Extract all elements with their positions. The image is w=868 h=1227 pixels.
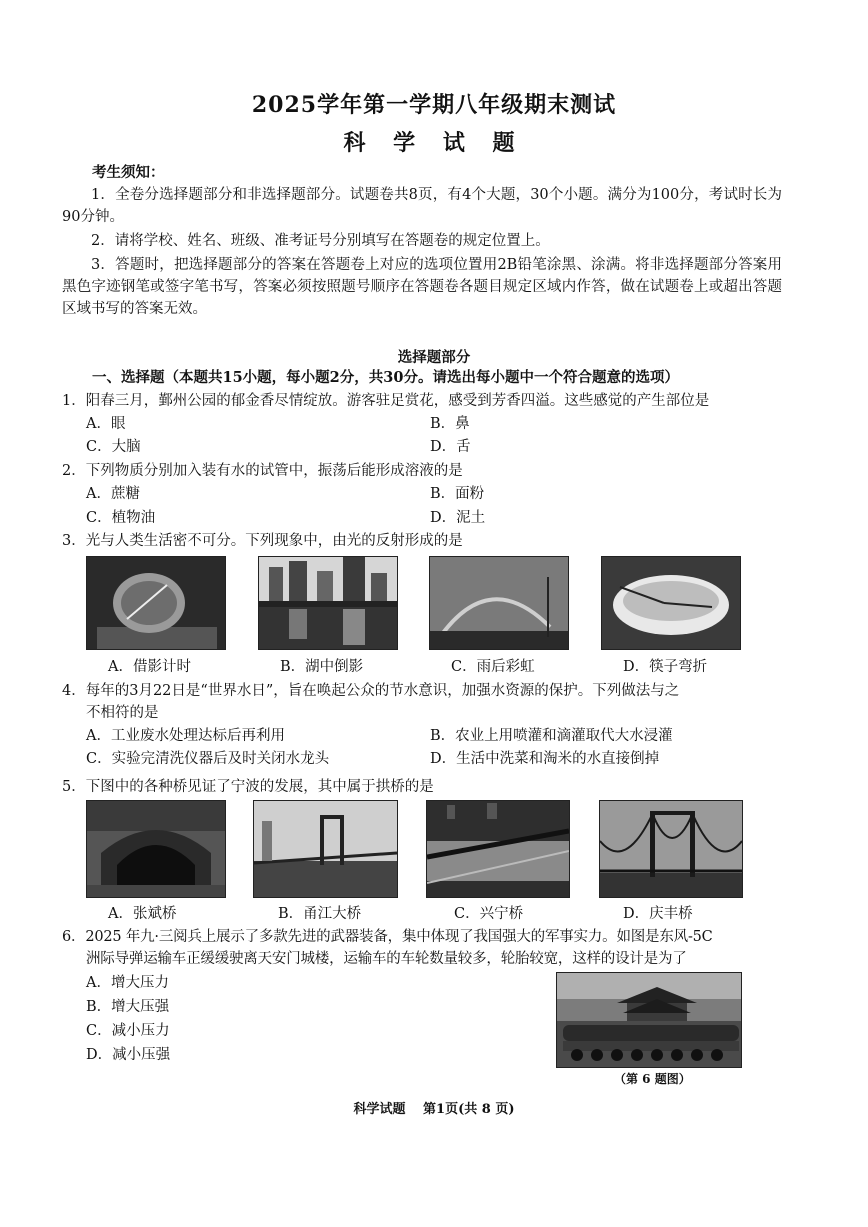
question-5-option-a: A．张斌桥: [108, 906, 177, 922]
question-6-option-a: A．增大压力: [86, 975, 169, 991]
question-3-option-c: C．雨后彩虹: [451, 659, 535, 675]
question-1-option-a: A．眼: [86, 416, 126, 432]
notice-item-2: 2．请将学校、姓名、班级、准考证号分别填写在答题卷的规定位置上。: [91, 233, 550, 249]
exam-subtitle: 科 学 试 题: [343, 130, 525, 156]
rainbow-image: [430, 557, 568, 649]
bent-chopsticks-image: [602, 557, 740, 649]
yongjiang-bridge-photo: [253, 800, 398, 898]
question-3-option-a: A．借影计时: [108, 659, 191, 675]
question-1-stem: 1．阳春三月，鄞州公园的郁金香尽情绽放。游客驻足赏花，感受到芳香四溢。这些感觉的产生部位是: [62, 393, 710, 409]
question-6-option-d: D．减小压强: [86, 1047, 171, 1063]
section-title: 选择题部分: [397, 349, 471, 366]
notice-item-3: 3．答题时，把选择题部分的答案在答题卷上对应的选项位置用2B铅笔涂黑、涂满。将非选择题部分答案用黑色字迹钢笔或签字笔书写，答案必须按照题号顺序在答题卷各题目规定区域内作答，做在试题卷上或超出答题区域书写的答案无效。: [62, 257, 782, 317]
lake-reflection-image: [259, 557, 397, 649]
yongjiang-bridge-image: [254, 801, 397, 897]
lake-reflection-photo: [258, 556, 398, 650]
question-6-option-b: B．增大压强: [86, 999, 170, 1015]
xingning-bridge-image: [427, 801, 569, 897]
question-1-option-b: B．鼻: [430, 416, 470, 432]
question-4-option-a: A．工业废水处理达标后再利用: [86, 728, 285, 744]
question-6-stem-line1: 6．2025 年九·三阅兵上展示了多款先进的武器装备，集中体现了我国强大的军事实力。如图是东风-5C: [62, 929, 713, 945]
arch-bridge-image: [87, 801, 225, 897]
notice-heading: 考生须知：: [92, 164, 165, 181]
question-3-stem: 3．光与人类生活密不可分。下列现象中，由光的反射形成的是: [62, 533, 463, 549]
bent-chopsticks-photo: [601, 556, 741, 650]
question-2-option-d: D．泥土: [430, 510, 486, 526]
tiananmen-missile-photo: [556, 972, 742, 1068]
question-4-stem-line2: 不相符的是: [86, 705, 159, 721]
xingning-bridge-photo: [426, 800, 570, 898]
notice-item-1: 1．全卷分选择题部分和非选择题部分。试题卷共8页，有4个大题，30个小题。满分为100分，考试时长为90分钟。: [62, 187, 782, 225]
question-4-stem-line1: 4．每年的3月22日是“世界水日”，旨在唤起公众的节水意识，加强水资源的保护。下列做法与之: [62, 683, 680, 699]
question-4-option-d: D．生活中洗菜和淘米的水直接倒掉: [430, 751, 660, 767]
section-instruction: 一、选择题（本题共15小题，每小题2分，共30分。请选出每小题中一个符合题意的选项）: [92, 369, 679, 386]
question-5-option-d: D．庆丰桥: [623, 906, 693, 922]
question-1-option-c: C．大脑: [86, 439, 141, 455]
question-1-option-d: D．舌: [430, 439, 471, 455]
question-6-option-c: C．减小压力: [86, 1023, 170, 1039]
question-5-option-c: C．兴宁桥: [454, 906, 524, 922]
question-4-option-b: B．农业上用喷灌和滴灌取代大水浸灌: [430, 728, 673, 744]
sundial-photo: [86, 556, 226, 650]
question-6-figure-caption: （第 6 题图）: [614, 1072, 691, 1086]
question-2-option-c: C．植物油: [86, 510, 156, 526]
tiananmen-image: [557, 973, 741, 1067]
question-2-option-a: A．蔗糖: [86, 486, 140, 502]
question-3-option-b: B．湖中倒影: [280, 659, 364, 675]
question-4-option-c: C．实验完清洗仪器后及时关闭水龙头: [86, 751, 330, 767]
qingfeng-bridge-photo: [599, 800, 743, 898]
page-footer: 科学试题 第1页(共 8 页): [353, 1102, 515, 1117]
question-5-option-b: B．甬江大桥: [278, 906, 362, 922]
question-6-stem-line2: 洲际导弹运输车正缓缓驶离天安门城楼，运输车的车轮数量较多，轮胎较宽，这样的设计是为了: [86, 951, 687, 967]
exam-title: 2025学年第一学期八年级期末测试: [251, 92, 617, 118]
question-2-option-b: B．面粉: [430, 486, 485, 502]
sundial-image: [87, 557, 225, 649]
question-5-stem: 5．下图中的各种桥见证了宁波的发展，其中属于拱桥的是: [62, 779, 434, 795]
question-3-option-d: D．筷子弯折: [623, 659, 708, 675]
suspension-bridge-image: [600, 801, 742, 897]
question-2-stem: 2．下列物质分别加入装有水的试管中，振荡后能形成溶液的是: [62, 463, 463, 479]
zhangbin-bridge-photo: [86, 800, 226, 898]
rainbow-photo: [429, 556, 569, 650]
